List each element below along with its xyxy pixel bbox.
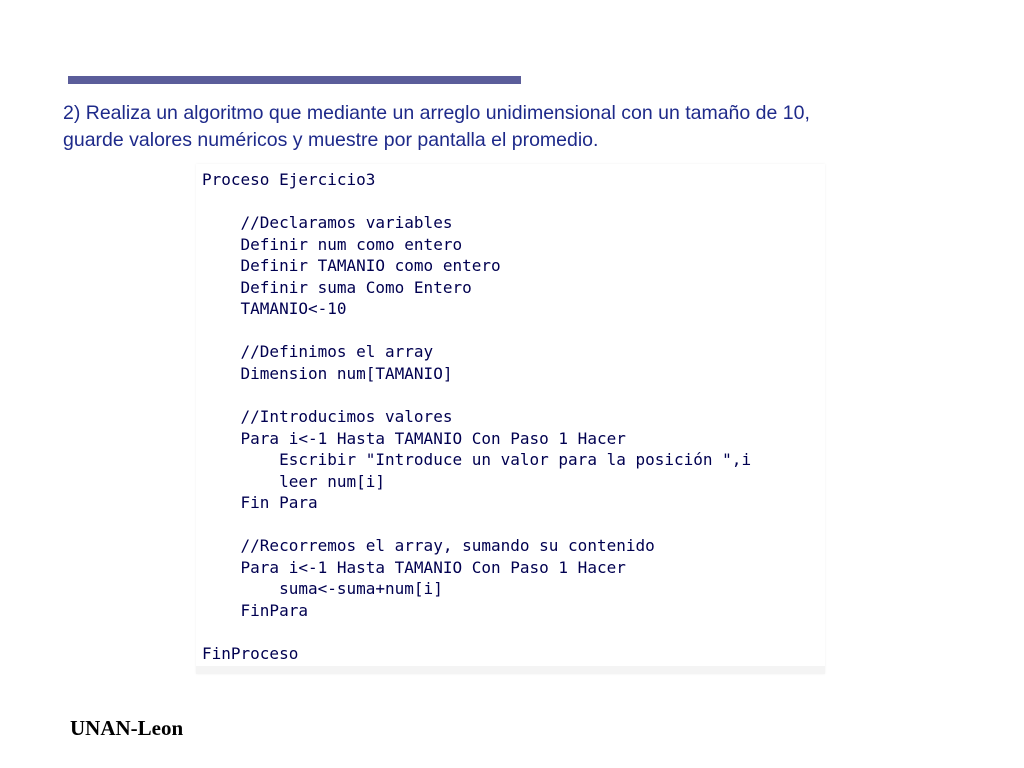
code-line: FinPara <box>202 600 308 620</box>
code-line: //Introducimos valores <box>202 407 453 427</box>
code-line: Fin Para <box>202 493 318 513</box>
code-line: //Definimos el array <box>202 342 434 362</box>
pseudocode-block <box>202 169 751 665</box>
code-line <box>202 514 751 536</box>
statement-line: 2) Realiza un algoritmo que mediante un arreglo unidimensional con un tamaño de 10, <box>63 102 810 124</box>
exercise-statement <box>63 100 963 154</box>
code-line: Para i<-1 Hasta TAMANIO Con Paso 1 Hacer <box>202 557 626 577</box>
code-line: Definir TAMANIO como entero <box>202 256 501 276</box>
code-line: //Declaramos variables <box>202 213 453 233</box>
footer-institution: UNAN-Leon <box>70 716 184 740</box>
code-line <box>202 384 751 406</box>
code-line: leer num[i] <box>202 471 386 491</box>
code-line: //Recorremos el array, sumando su contenido <box>202 536 655 556</box>
code-line: FinProceso <box>202 644 299 664</box>
code-line: Definir suma Como Entero <box>202 277 472 297</box>
code-line: Escribir "Introduce un valor para la posición ",i <box>202 450 752 470</box>
code-line: Para i<-1 Hasta TAMANIO Con Paso 1 Hacer <box>202 428 626 448</box>
code-line: suma<-suma+num[i] <box>202 579 443 599</box>
code-line: Proceso Ejercicio3 <box>202 170 376 189</box>
code-line <box>202 191 751 213</box>
code-line: Definir num como entero <box>202 234 463 254</box>
pseudocode-screenshot <box>196 164 825 674</box>
code-line <box>202 621 751 643</box>
statement-line: guarde valores numéricos y muestre por pantalla el promedio. <box>63 129 599 151</box>
code-line: TAMANIO<-10 <box>202 299 347 319</box>
title-accent-bar <box>68 76 521 84</box>
code-line <box>202 320 751 342</box>
code-line: Dimension num[TAMANIO] <box>202 363 453 383</box>
